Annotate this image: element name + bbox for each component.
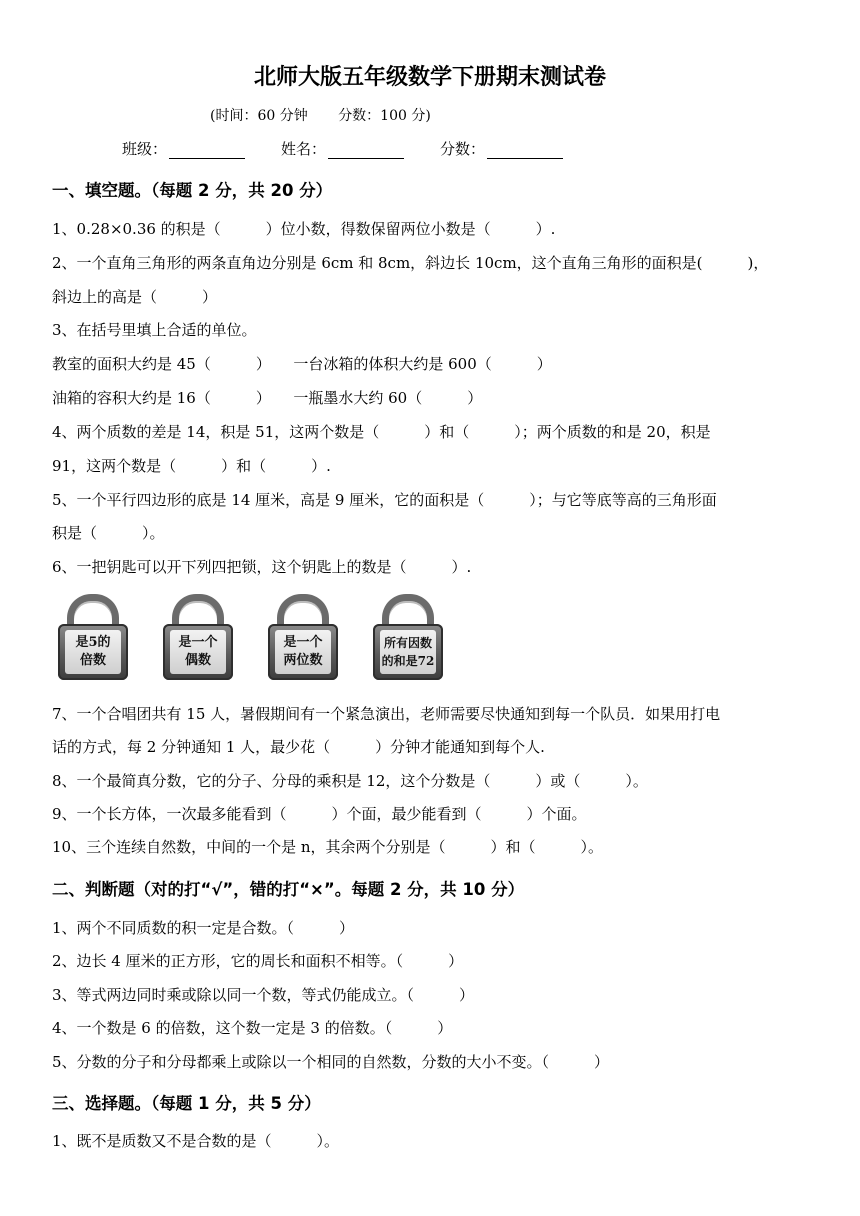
- question-1-8: 8、一个最简真分数，它的分子、分母的乘积是 12，这个分数是（ ）或（ ）。: [52, 772, 648, 790]
- question-2-4: 4、一个数是 6 的倍数，这个数一定是 3 的倍数。（ ）: [52, 1019, 453, 1037]
- lock-label-line2: 的和是72: [381, 654, 435, 668]
- question-1-2b: 斜边上的高是（ ）: [52, 288, 218, 306]
- question-2-5: 5、分数的分子和分母都乘上或除以一个相同的自然数，分数的大小不变。（ ）: [52, 1053, 610, 1071]
- class-field[interactable]: [122, 138, 245, 159]
- class-label: 班级：: [122, 140, 168, 158]
- question-1-10: 10、三个连续自然数，中间的一个是 n，其余两个分别是（ ）和（ ）。: [52, 838, 604, 856]
- lock-label-line2: 两位数: [283, 653, 323, 668]
- question-3-1: 1、既不是质数又不是合数的是（ ）。: [52, 1132, 340, 1150]
- question-2-3: 3、等式两边同时乘或除以同一个数，等式仍能成立。（ ）: [52, 986, 475, 1004]
- question-1-1: 1、0.28×0.36 的积是（ ）位小数，得数保留两位小数是（ ）.: [52, 220, 556, 238]
- score-label: 分数：: [440, 140, 486, 158]
- lock-images: [58, 594, 478, 684]
- question-1-3b: 油箱的容积大约是 16（ ） 一瓶墨水大约 60（ ）: [52, 389, 483, 407]
- question-2-1: 1、两个不同质数的积一定是合数。（ ）: [52, 919, 355, 937]
- section2-heading: 二、判断题（对的打“√”，错的打“×”。每题 2 分，共 10 分）: [52, 880, 525, 899]
- score-field[interactable]: [440, 138, 563, 159]
- name-label: 姓名：: [281, 140, 327, 158]
- question-1-4b: 91，这两个数是（ ）和（ ）.: [52, 457, 331, 475]
- question-1-5b: 积是（ ）。: [52, 524, 165, 542]
- lock-label-line2: 倍数: [79, 653, 106, 668]
- lock-icon: [163, 594, 233, 684]
- lock-icon: [268, 594, 338, 684]
- section1-heading: 一、填空题。（每题 2 分，共 20 分）: [52, 181, 333, 200]
- name-blank[interactable]: [328, 144, 404, 159]
- student-info-fields: [122, 138, 599, 159]
- lock-label-line1: 是5的: [75, 635, 111, 650]
- question-1-7a: 7、一个合唱团共有 15 人，暑假期间有一个紧急演出，老师需要尽快通知到每一个队员．如果用打电: [52, 705, 721, 723]
- lock-label-line1: 是一个: [178, 635, 218, 650]
- question-1-4a: 4、两个质数的差是 14，积是 51，这两个数是（ ）和（ ）；两个质数的和是 20，积是: [52, 423, 711, 441]
- lock-label-line2: 偶数: [184, 653, 211, 668]
- name-field[interactable]: [281, 138, 404, 159]
- lock-label-line1: 所有因数: [383, 636, 432, 650]
- lock-icon: [373, 594, 443, 684]
- total-score: 分数：100 分): [338, 108, 431, 124]
- time-limit: (时间：60 分钟: [210, 108, 308, 124]
- question-1-3a: 教室的面积大约是 45（ ） 一台冰箱的体积大约是 600（ ）: [52, 355, 552, 373]
- class-blank[interactable]: [169, 144, 245, 159]
- page-title: 北师大版五年级数学下册期末测试卷: [253, 65, 606, 90]
- question-1-3: 3、在括号里填上合适的单位。: [52, 321, 257, 339]
- exam-info: [210, 105, 457, 125]
- question-1-9: 9、一个长方体，一次最多能看到（ ）个面，最少能看到（ ）个面。: [52, 805, 587, 823]
- question-2-2: 2、边长 4 厘米的正方形，它的周长和面积不相等。（ ）: [52, 952, 464, 970]
- lock-icon: [58, 594, 128, 684]
- section3-heading: 三、选择题。（每题 1 分，共 5 分）: [52, 1094, 321, 1113]
- question-1-2a: 2、一个直角三角形的两条直角边分别是 6cm 和 8cm，斜边长 10cm，这个直角三角形的面积是( )，: [52, 254, 769, 272]
- question-1-5a: 5、一个平行四边形的底是 14 厘米，高是 9 厘米，它的面积是（ ）；与它等底等高的三角形面: [52, 491, 717, 509]
- question-1-6: 6、一把钥匙可以开下列四把锁，这个钥匙上的数是（ ）.: [52, 558, 472, 576]
- question-1-7b: 话的方式，每 2 分钟通知 1 人，最少花（ ）分钟才能通知到每个人.: [52, 738, 545, 756]
- lock-label-line1: 是一个: [283, 635, 323, 650]
- score-blank[interactable]: [487, 144, 563, 159]
